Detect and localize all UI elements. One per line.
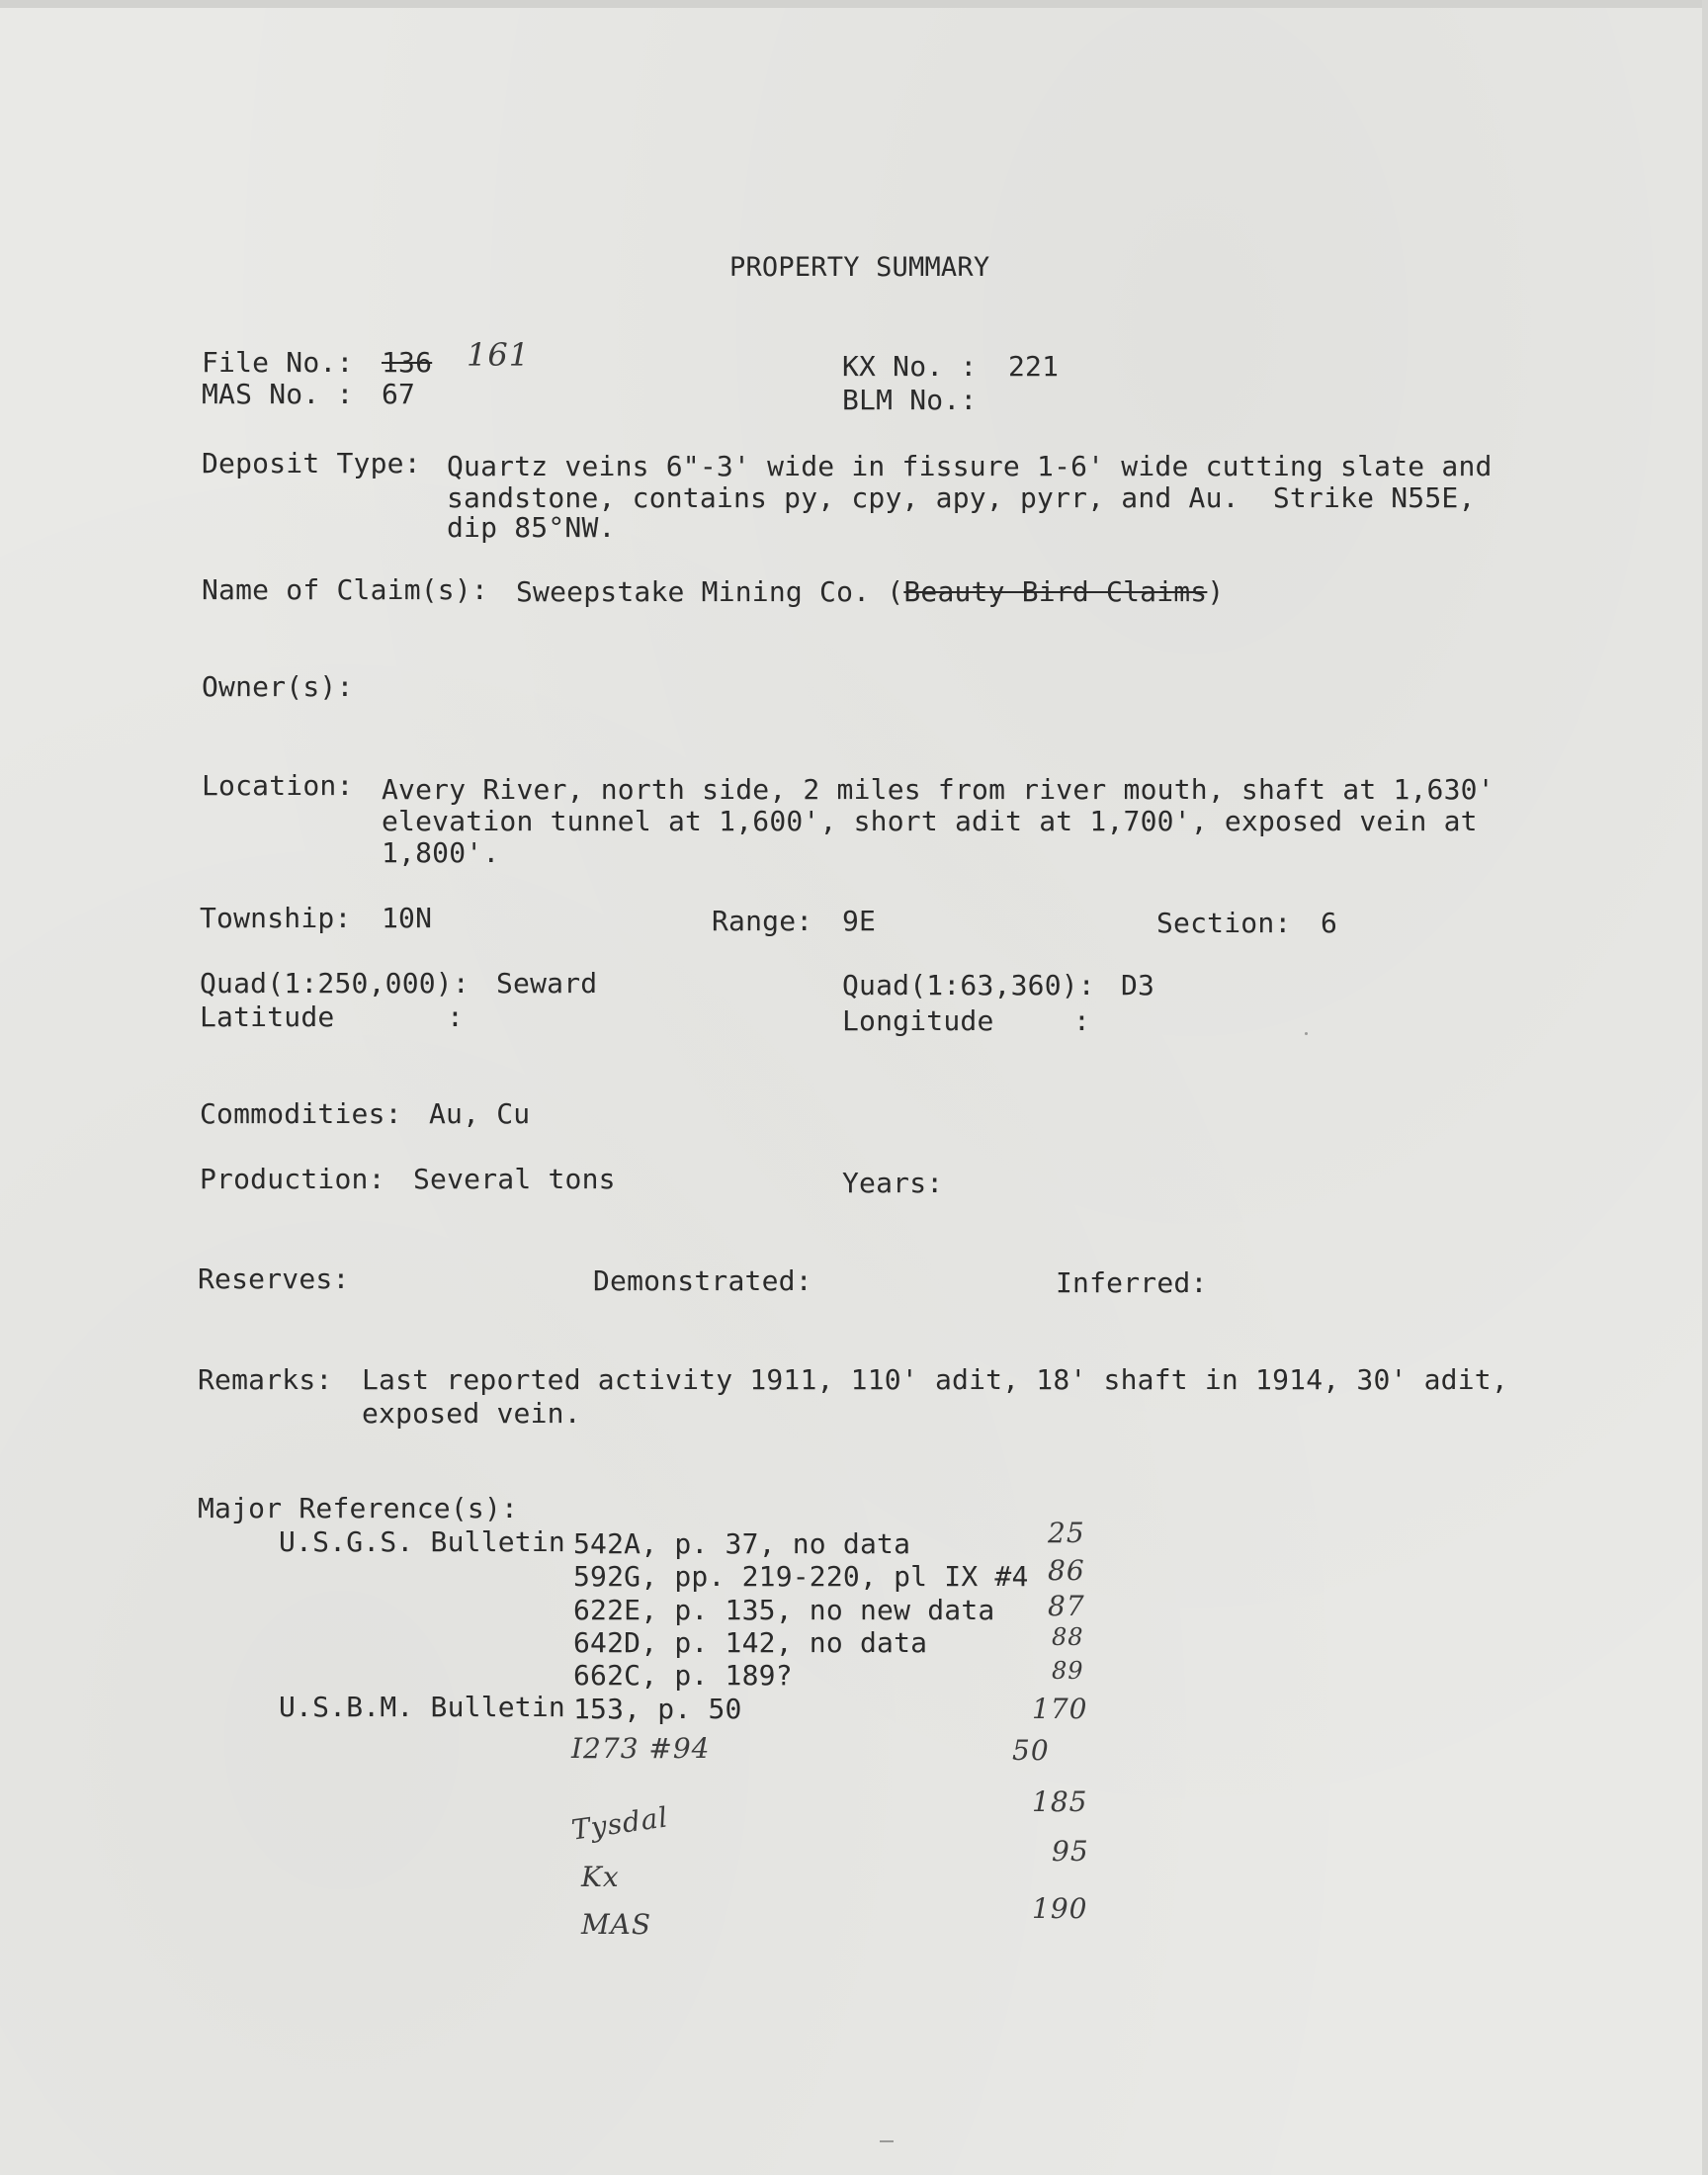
township-label: Township: <box>200 902 352 934</box>
handwritten-number: 190 <box>1032 1892 1088 1925</box>
usbm-ref: 153, p. 50 <box>573 1693 742 1725</box>
range-value: 9E <box>842 905 877 937</box>
handwritten-number: 185 <box>1032 1785 1088 1818</box>
claim-label: Name of Claim(s): <box>202 573 488 606</box>
section-label: Section: <box>1156 907 1292 939</box>
document-title: PROPERTY SUMMARY <box>729 252 990 283</box>
usgs-ref: 662C, p. 189? <box>573 1659 793 1692</box>
years-label: Years: <box>842 1167 944 1199</box>
mas-no-value: 67 <box>382 378 416 410</box>
production-value: Several tons <box>413 1163 616 1195</box>
handwritten-ref: MAS <box>581 1908 652 1941</box>
deposit-type-label: Deposit Type: <box>202 447 421 479</box>
range-label: Range: <box>712 905 813 937</box>
handwritten-ref: I273 #94 <box>571 1732 711 1765</box>
quad63-value: D3 <box>1121 969 1155 1001</box>
latitude-label: Latitude <box>200 1000 335 1033</box>
handwritten-ref: Kx <box>581 1861 620 1893</box>
kx-no-value: 221 <box>1008 350 1060 383</box>
deposit-type-line: sandstone, contains py, cpy, apy, pyrr, and Au. Strike N55E, <box>447 481 1476 514</box>
location-label: Location: <box>202 769 354 802</box>
handwritten-number: 25 <box>1048 1517 1085 1549</box>
inferred-label: Inferred: <box>1056 1266 1208 1299</box>
file-no-handwritten: 161 <box>467 336 531 374</box>
handwritten-ref: Tysdal <box>569 1800 671 1847</box>
usbm-label: U.S.B.M. Bulletin <box>279 1691 565 1723</box>
quad250-value: Seward <box>496 967 598 1000</box>
scan-edge-right <box>1702 0 1708 2175</box>
demonstrated-label: Demonstrated: <box>593 1264 812 1297</box>
owner-label: Owner(s): <box>202 670 354 703</box>
usgs-ref: 542A, p. 37, no data <box>573 1527 911 1560</box>
file-no-label: File No.: <box>202 346 354 379</box>
scan-speck <box>1305 1032 1308 1035</box>
location-line: elevation tunnel at 1,600', short adit at 1,700', exposed vein at <box>382 805 1478 837</box>
usgs-ref: 642D, p. 142, no data <box>573 1626 928 1659</box>
kx-no-label: KX No. : <box>842 350 978 383</box>
location-line: 1,800'. <box>382 836 500 869</box>
usgs-ref: 622E, p. 135, no new data <box>573 1594 995 1626</box>
commodities-value: Au, Cu <box>429 1097 531 1130</box>
township-value: 10N <box>382 902 433 934</box>
handwritten-number: 87 <box>1048 1590 1085 1622</box>
quad63-label: Quad(1:63,360): <box>842 969 1095 1001</box>
deposit-type-line: dip 85°NW. <box>447 511 616 544</box>
handwritten-number: 86 <box>1048 1554 1085 1587</box>
claim-value <box>516 575 1224 609</box>
scan-edge-top <box>0 0 1708 8</box>
handwritten-number: 89 <box>1052 1657 1084 1685</box>
remarks-line: exposed vein. <box>362 1397 581 1430</box>
claim-company: Sweepstake Mining Co. ( <box>516 575 904 608</box>
scan-mark-bottom <box>880 2140 894 2142</box>
blm-no-label: BLM No.: <box>842 384 978 416</box>
remarks-line: Last reported activity 1911, 110' adit, 18' shaft in 1914, 30' adit, <box>362 1363 1508 1396</box>
usgs-label: U.S.G.S. Bulletin <box>279 1525 565 1558</box>
handwritten-number: 50 <box>1012 1734 1050 1767</box>
handwritten-number: 170 <box>1032 1693 1088 1725</box>
claim-struck-name: Beauty Bird Claims <box>903 575 1208 608</box>
location-line: Avery River, north side, 2 miles from river mouth, shaft at 1,630' <box>382 773 1494 806</box>
handwritten-number: 95 <box>1052 1835 1089 1868</box>
file-no-struck: 136 <box>382 346 433 379</box>
quad250-label: Quad(1:250,000): <box>200 967 470 1000</box>
longitude-label: Longitude <box>842 1004 994 1037</box>
usgs-ref: 592G, pp. 219-220, pl IX #4 <box>573 1560 1029 1593</box>
handwritten-number: 88 <box>1052 1623 1084 1651</box>
reserves-label: Reserves: <box>198 1262 350 1295</box>
latitude-colon: : <box>447 1000 465 1033</box>
section-value: 6 <box>1321 907 1338 939</box>
remarks-label: Remarks: <box>198 1363 333 1396</box>
references-label: Major Reference(s): <box>198 1492 519 1524</box>
claim-close-paren: ) <box>1207 575 1225 608</box>
longitude-colon: : <box>1073 1004 1091 1037</box>
commodities-label: Commodities: <box>200 1097 402 1130</box>
deposit-type-line: Quartz veins 6"-3' wide in fissure 1-6' wide cutting slate and <box>447 450 1493 482</box>
mas-no-label: MAS No. : <box>202 378 354 410</box>
production-label: Production: <box>200 1163 385 1195</box>
